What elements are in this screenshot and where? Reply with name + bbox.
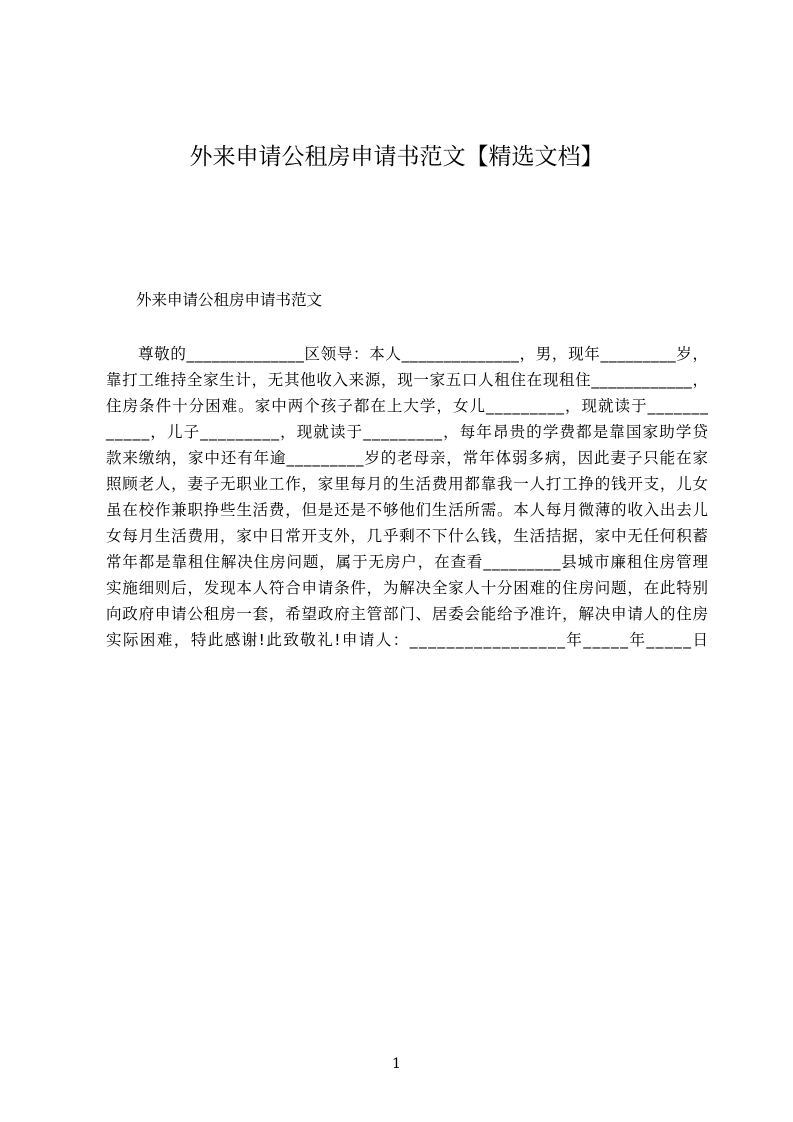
body-line: 常年都是靠租住解决住房问题，属于无房户，在查看_________县城市廉租住房管理 xyxy=(106,553,709,571)
body-line: 靠打工维持全家生计，无其他收入来源，现一家五口人租住在现租住____________， xyxy=(106,371,709,389)
body-line: 向政府申请公租房一套，希望政府主管部门、居委会能给予准许，解决申请人的住房 xyxy=(106,605,709,623)
body-line: 尊敬的______________区领导：本人______________，男，现年_________岁， xyxy=(138,345,709,363)
body-line: 实际困难，特此感谢!此致敬礼!申请人：_________________年_____年_____日 xyxy=(106,631,710,649)
body-line: 款来缴纳，家中还有年逾_________岁的老母亲，常年体弱多病，因此妻子只能在家 xyxy=(106,449,709,467)
document-subheading: 外来申请公租房申请书范文 xyxy=(136,291,323,309)
body-line: 照顾老人，妻子无职业工作，家里每月的生活费用都靠我一人打工挣的钱开支，儿女 xyxy=(106,475,709,493)
body-line: 实施细则后，发现本人符合申请条件，为解决全家人十分困难的住房问题，在此特别 xyxy=(106,579,709,597)
body-line: 女每月生活费用，家中日常开支外，几乎剩不下什么钱，生活拮据，家中无任何积蓄 xyxy=(106,527,709,545)
document-title: 外来申请公租房申请书范文【精选文档】 xyxy=(189,144,604,170)
page-number: 1 xyxy=(392,1056,401,1072)
body-line: _____，儿子_________，现就读于_________，每年昂贵的学费都是靠国家助学贷 xyxy=(106,423,710,441)
body-line: 住房条件十分困难。家中两个孩子都在上大学，女儿_________，现就读于_______ xyxy=(106,397,710,415)
body-line: 虽在校作兼职挣些生活费，但是还是不够他们生活所需。本人每月微薄的收入出去儿 xyxy=(106,501,709,519)
